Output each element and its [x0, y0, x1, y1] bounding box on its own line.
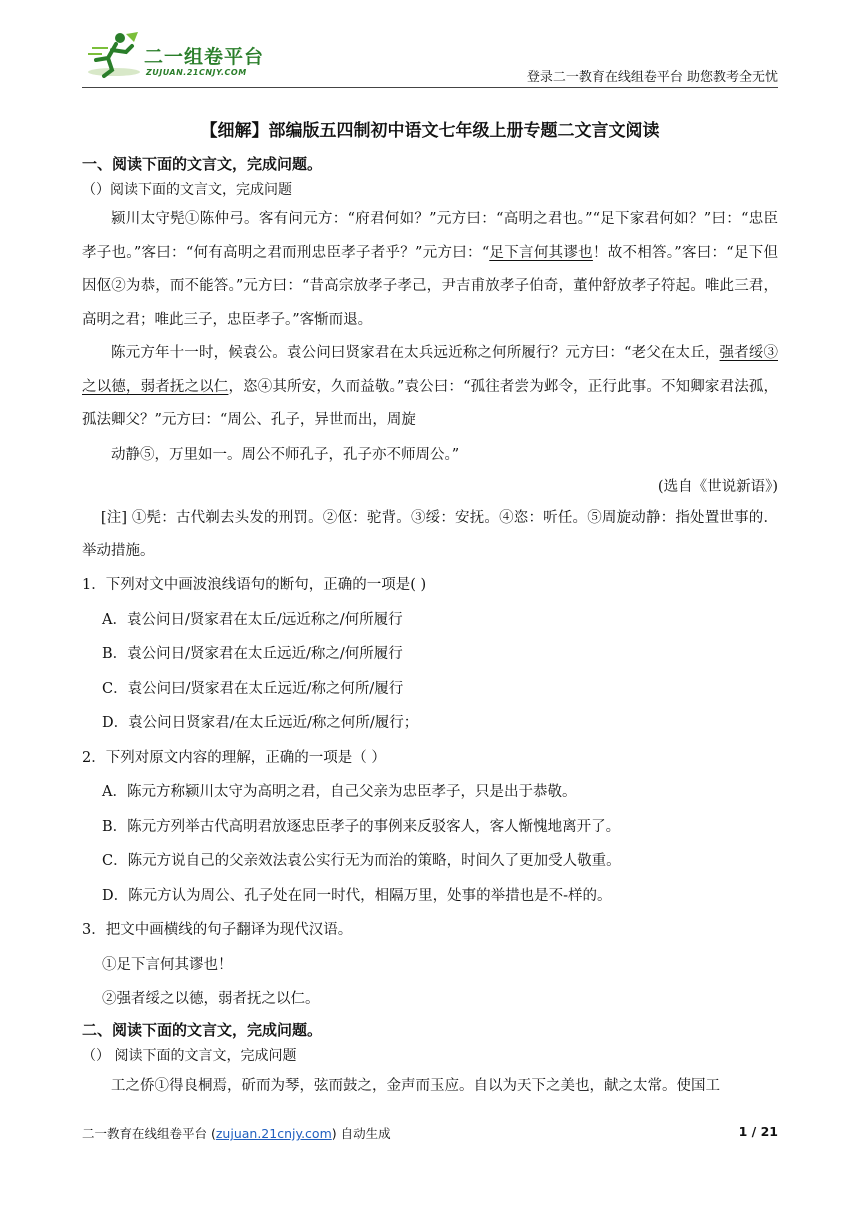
section2-heading: 二、阅读下面的文言文，完成问题。 — [82, 1020, 323, 1039]
passage2-paragraph1: 工之侨①得良桐焉，斫而为琴，弦而鼓之，金声而玉应。自以为天下之美也，献之太常。使国工 — [111, 1077, 720, 1094]
page-title: 【细解】部编版五四制初中语文七年级上册专题二文言文阅读 — [200, 121, 660, 141]
question-2-option-d[interactable]: D．陈元方认为周公、孔子处在同一时代，相隔万里，处事的举措也是不-样的。 — [102, 887, 612, 904]
question-3-item-2: ②强者绥之以德，弱者抚之以仁。 — [102, 991, 320, 1007]
question-2-stem: 2．下列对原文内容的理解，正确的一项是（ ） — [82, 749, 386, 766]
question-1-option-a[interactable]: A．袁公问日/贤家君在太丘/远近称之/何所履行 — [102, 611, 403, 628]
question-1-option-b[interactable]: B．袁公问日/贤家君在太丘远近/称之/何所履行 — [102, 646, 403, 662]
question-3-stem: 3．把文中画横线的句子翻译为现代汉语。 — [82, 922, 353, 938]
passage1-paragraph2-cont: 动静⑤，万里如一。周公不师孔子，孔子亦不师周公。” — [111, 446, 460, 463]
p2-text-a: 陈元方年十一时，候袁公。袁公问曰贤家君在太兵远近称之何所履行？元方曰：“老父在太丘， — [111, 345, 720, 361]
passage-source: (选自《世说新语》) — [657, 479, 778, 495]
header-slogan: 登录二一教育在线组卷平台 助您教考全无忧 — [526, 70, 778, 85]
section1-instruction: （）阅读下面的文言文，完成问题 — [82, 182, 292, 198]
runner-logo-icon — [82, 30, 144, 80]
footer-link[interactable]: zujuan.21cnjy.com — [215, 1126, 332, 1141]
p2-text-b: ，恣④其所安，久而益敬。”袁公曰：“孤往者尝为邺令，正行此事。不知卿家君法孤，孤法卿父？”元方曰：“周公、孔子，异世而出，周旋 — [82, 378, 779, 428]
question-2-option-a[interactable]: A．陈元方称颍川太守为高明之君，自己父亲为忠臣孝子，只是出于恭敬。 — [102, 784, 577, 800]
p1-text-a: 颍川太守髡①陈仲弓。客有问元方：“府君何如？”元方曰：“高明之君也。”“足下家君何如？”曰：“忠臣孝子也。”客曰：“何有高明之君而刑忠臣孝子者乎？”元方曰：“ — [82, 211, 778, 261]
question-2-option-b[interactable]: B．陈元方列举古代高明君放逐忠臣孝子的事例来反驳客人，客人惭愧地离开了。 — [102, 818, 621, 835]
logo-name: 二一组卷平台 — [144, 46, 265, 68]
question-3-item-1: ①足下言何其谬也！ — [102, 956, 233, 973]
passage1-paragraph1 — [82, 203, 778, 337]
question-1-option-d[interactable]: D．袁公问日贤家君/在太丘远近/称之何所/履行； — [102, 715, 419, 731]
page-number: 1 / 21 — [738, 1124, 778, 1139]
footer-prefix: 二一教育在线组卷平台 ( — [82, 1126, 216, 1141]
question-1-option-c[interactable]: C．袁公问曰/贤家君在太丘远近/称之何所/履行 — [102, 680, 404, 697]
question-1-stem: 1．下列对文中画波浪线语句的断句，正确的一项是( ) — [82, 577, 427, 593]
section1-heading: 一、阅读下面的文言文，完成问题。 — [82, 155, 323, 173]
header-divider — [82, 87, 778, 88]
passage-notes: [注] ①髡：古代剃去头发的刑罚。②伛：驼背。③绥：安抚。④恣：听任。⑤周旋动静：指处置世事的．举动措施。 — [82, 510, 778, 559]
logo — [82, 30, 282, 82]
logo-url: ZUJUAN.21CNJY.COM — [146, 68, 247, 77]
document-body — [82, 118, 778, 1103]
page-header — [82, 30, 778, 86]
p1-underlined: 足下言何其谬也 — [489, 244, 593, 261]
p2-underlined: 强者绥③之以德，弱者抚之以仁 — [82, 345, 778, 395]
page-footer — [82, 1124, 778, 1144]
p1-text-b: ！故不相答。”客曰：“足下但因伛②为恭，而不能答。”元方曰：“昔高宗放孝子孝己，尹吉甫放孝子伯奇，董仲舒放孝子符起。唯此三君，高明之君；唯此三子，忠臣孝子。”客惭而退。 — [82, 244, 779, 328]
section2-instruction: （） 阅读下面的文言文，完成问题 — [82, 1047, 297, 1064]
question-2-option-c[interactable]: C．陈元方说自己的父亲效法袁公实行无为而治的策略，时间久了更加受人敬重。 — [102, 853, 621, 869]
footer-credit — [82, 1124, 391, 1142]
passage1-paragraph2 — [82, 337, 778, 438]
footer-suffix: ) 自动生成 — [331, 1126, 391, 1141]
